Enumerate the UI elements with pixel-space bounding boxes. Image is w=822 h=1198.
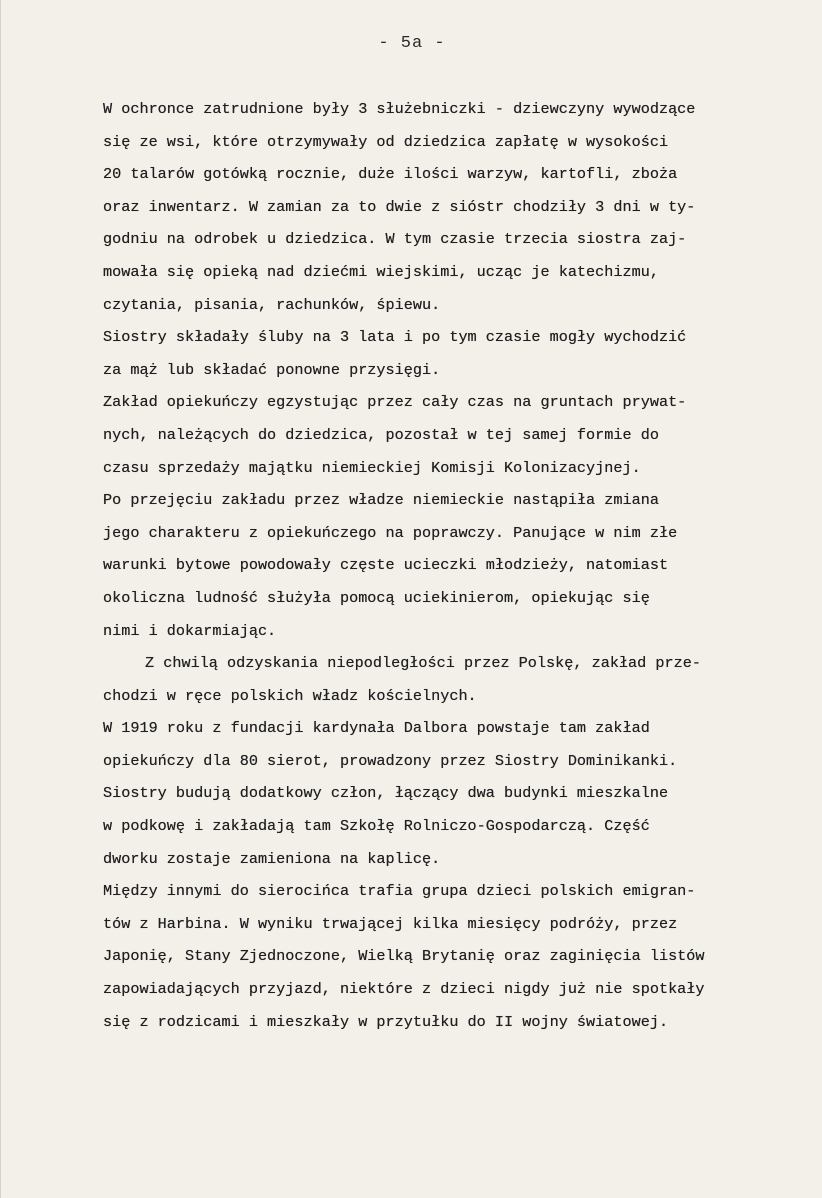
text-line: Siostry składały śluby na 3 lata i po tym czasie mogły wychodzić	[103, 328, 687, 347]
text-line: się z rodzicami i mieszkały w przytułku do II wojny światowej.	[103, 1012, 669, 1031]
text-line: Zakład opiekuńczy egzystując przez cały czas na gruntach prywat-	[103, 393, 687, 412]
text-line: tów z Harbina. W wyniku trwającej kilka miesięcy podróży, przez	[103, 914, 678, 933]
text-line: Siostry budują dodatkowy człon, łączący dwa budynki mieszkalne	[103, 784, 669, 803]
page-number: - 5a -	[378, 34, 446, 53]
text-line: godniu na odrobek u dziedzica. W tym czasie trzecia siostra zaj-	[103, 230, 687, 249]
text-line: czytania, pisania, rachunków, śpiewu.	[103, 295, 441, 314]
text-line: Z chwilą odzyskania niepodległości przez Polskę, zakład prze-	[145, 654, 701, 673]
text-line: 20 talarów gotówką rocznie, duże ilości warzyw, kartofli, zboża	[103, 165, 678, 184]
text-line: nych, należących do dziedzica, pozostał w tej samej formie do	[103, 425, 659, 444]
text-line: mowała się opieką nad dziećmi wiejskimi, ucząc je katechizmu,	[103, 262, 659, 281]
text-line: warunki bytowe powodowały częste ucieczki młodzieży, natomiast	[103, 556, 669, 575]
text-line: się ze wsi, które otrzymywały od dziedzica zapłatę w wysokości	[103, 132, 669, 151]
text-line: chodzi w ręce polskich władz kościelnych.	[103, 686, 477, 705]
text-line: czasu sprzedaży majątku niemieckiej Komisji Kolonizacyjnej.	[103, 458, 641, 477]
text-line: W 1919 roku z fundacji kardynała Dalbora powstaje tam zakład	[103, 719, 650, 738]
body-text	[103, 93, 793, 1038]
text-line: opiekuńczy dla 80 sierot, prowadzony przez Siostry Dominikanki.	[103, 751, 678, 770]
text-line: w podkowę i zakładają tam Szkołę Rolniczo-Gospodarczą. Część	[103, 817, 650, 836]
text-line: W ochronce zatrudnione były 3 służebniczki - dziewczyny wywodzące	[103, 100, 696, 118]
text-line: dworku zostaje zamieniona na kaplicę.	[103, 849, 441, 868]
text-line: nimi i dokarmiając.	[103, 621, 277, 640]
text-line: okoliczna ludność służyła pomocą uciekinierom, opiekując się	[103, 588, 650, 607]
text-line: Po przejęciu zakładu przez władze niemieckie nastąpiła zmiana	[103, 491, 659, 510]
text-line: Między innymi do sierocińca trafia grupa dzieci polskich emigran-	[103, 882, 696, 901]
text-line: oraz inwentarz. W zamian za to dwie z sióstr chodziły 3 dni w ty-	[103, 197, 696, 216]
text-line: jego charakteru z opiekuńczego na poprawczy. Panujące w nim złe	[103, 523, 678, 542]
text-line: zapowiadających przyjazd, niektóre z dzieci nigdy już nie spotkały	[103, 980, 705, 999]
text-line: Japonię, Stany Zjednoczone, Wielką Brytanię oraz zaginięcia listów	[103, 947, 705, 966]
text-line: za mąż lub składać ponowne przysięgi.	[103, 360, 441, 379]
